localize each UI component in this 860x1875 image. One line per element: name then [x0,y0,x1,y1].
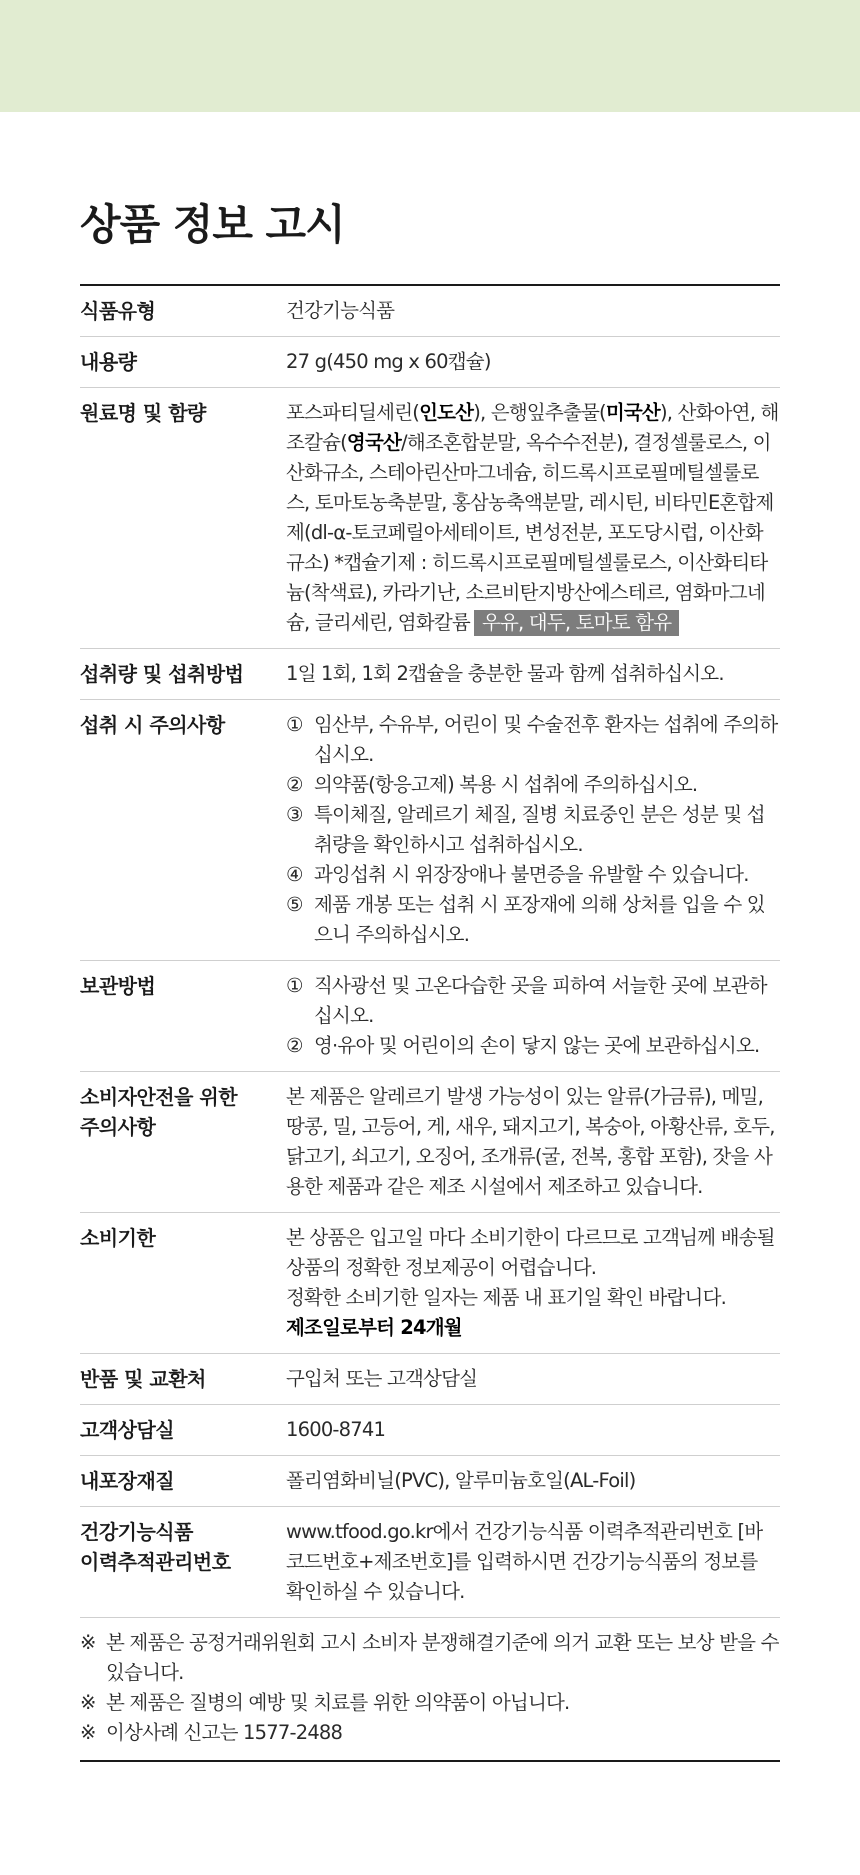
row-label: 식품유형 [80,299,156,323]
intake-caution-list [286,710,780,950]
list-item [286,971,780,1031]
row-value: 27 g(450 mg x 60캡슐) [286,350,491,373]
row-consumer-safety [80,1072,780,1213]
item-number: ③ [286,803,303,826]
note-mark: ※ [80,1631,96,1654]
expiry-value [286,1223,780,1343]
row-value: 1일 1회, 1회 2캡슐을 충분한 물과 함께 섭취하십시오. [286,662,724,685]
note-item [80,1628,780,1688]
row-ingredients [80,388,780,649]
item-number: ④ [286,863,303,886]
row-packaging [80,1456,780,1507]
list-item [286,800,780,860]
ingredients-text: ), 은행잎추출물( [473,401,606,424]
expiry-period: 제조일로부터 24개월 [286,1316,462,1339]
label-line: 이력추적관리번호 [80,1550,231,1574]
row-intake-method [80,649,780,700]
row-customer-center [80,1405,780,1456]
page-title: 상품 정보 고시 [80,200,345,249]
row-intake-caution [80,700,780,961]
storage-list [286,971,780,1061]
note-text: 본 제품은 질병의 예방 및 치료를 위한 의약품이 아닙니다. [106,1691,570,1714]
item-number: ① [286,974,303,997]
row-label: 원료명 및 함량 [80,401,206,425]
item-number: ① [286,713,303,736]
row-label: 내포장재질 [80,1469,175,1493]
item-text: 직사광선 및 고온다습한 곳을 피하여 서늘한 곳에 보관하십시오. [314,974,767,1027]
row-label [80,1517,286,1607]
row-content-amount [80,337,780,388]
allergy-tag: 우유, 대두, 토마토 함유 [474,610,679,636]
row-traceability [80,1507,780,1618]
item-number: ⑤ [286,893,303,916]
label-line: 소비자안전을 위한 [80,1085,238,1109]
top-color-band [0,0,860,112]
row-label: 내용량 [80,350,137,374]
note-item [80,1718,780,1748]
row-expiry [80,1213,780,1354]
item-number: ② [286,773,303,796]
row-label: 섭취량 및 섭취방법 [80,662,244,686]
origin-india: 인도산 [419,401,474,424]
product-info-table [80,284,780,1762]
row-value: www.tfood.go.kr에서 건강기능식품 이력추적관리번호 [바코드번호+제조번호]를 입력하시면 건강기능식품의 정보를 확인하실 수 있습니다. [286,1520,763,1603]
row-value: 구입처 또는 고객상담실 [286,1367,478,1390]
expiry-line: 본 상품은 입고일 마다 소비기한이 다르므로 고객님께 배송될 상품의 정확한 정보제공이 어렵습니다. [286,1226,775,1279]
item-text: 제품 개봉 또는 섭취 시 포장재에 의해 상처를 입을 수 있으니 주의하십시오. [314,893,765,946]
label-line: 주의사항 [80,1115,156,1139]
item-text: 의약품(항응고제) 복용 시 섭취에 주의하십시오. [314,773,698,796]
note-text: 본 제품은 공정거래위원회 고시 소비자 분쟁해결기준에 의거 교환 또는 보상 받을 수 있습니다. [106,1631,779,1684]
origin-uk: 영국산 [346,431,402,454]
row-label: 섭취 시 주의사항 [80,713,225,737]
note-mark: ※ [80,1721,96,1744]
footnotes [80,1618,780,1762]
item-text: 영·유아 및 어린이의 손이 닿지 않는 곳에 보관하십시오. [314,1034,760,1057]
product-info-section [80,200,780,1762]
ingredients-text: ), 산화아연, 해조칼슘( [286,401,779,454]
row-value: 건강기능식품 [286,299,395,322]
item-text: 특이체질, 알레르기 체질, 질병 치료중인 분은 성분 및 섭취량을 확인하시고 섭취하십시오. [314,803,765,856]
list-item [286,860,780,890]
row-label: 반품 및 교환처 [80,1367,206,1391]
row-returns [80,1354,780,1405]
row-value: 폴리염화비닐(PVC), 알루미늄호일(AL-Foil) [286,1469,636,1492]
row-value: 본 제품은 알레르기 발생 가능성이 있는 알류(가금류), 메밀, 땅콩, 밀, 고등어, 게, 새우, 돼지고기, 복숭아, 아황산류, 호두, 닭고기, 쇠고기, 오징어, 조개류(굴, 전복, 홍합 포함), 잣을 사용한 제품과 같은 제조 시설에서 제조하고 있습니다. [286,1085,775,1198]
ingredients-value [286,398,780,638]
row-food-type [80,286,780,337]
row-label: 고객상담실 [80,1418,175,1442]
expiry-line: 정확한 소비기한 일자는 제품 내 표기일 확인 바랍니다. [286,1286,727,1309]
list-item [286,1031,780,1061]
note-mark: ※ [80,1691,96,1714]
origin-usa: 미국산 [605,401,660,424]
row-storage [80,961,780,1072]
phone-number: 1600-8741 [286,1418,386,1441]
ingredients-text: /해조혼합분말, 옥수수전분), 결정셀룰로스, 이산화규소, 스테아린산마그네슘, 히드록시프로필메틸셀룰로스, 토마토농축분말, 홍삼농축액분말, 레시틴, 비타민E혼합제제(dl-α-토코페릴아세테이트, 변성전분, 포도당시럽, 이산화규소) *캡슐기제 : 히드록시프로필메틸셀룰로스, 이산화티타늄(착색료), 카라기난, 소르비탄지방산에스테르, 염화마그네슘, 글리세린, 염화칼륨 [286,431,774,634]
note-text: 이상사례 신고는 1577-2488 [106,1721,343,1744]
list-item [286,710,780,770]
row-label [80,1082,286,1202]
row-label: 보관방법 [80,974,156,998]
item-text: 과잉섭취 시 위장장애나 불면증을 유발할 수 있습니다. [314,863,749,886]
list-item [286,890,780,950]
ingredients-text: 포스파티딜세린( [286,401,420,424]
item-number: ② [286,1034,303,1057]
item-text: 임산부, 수유부, 어린이 및 수술전후 환자는 섭취에 주의하십시오. [314,713,778,766]
row-label: 소비기한 [80,1226,156,1250]
list-item [286,770,780,800]
note-item [80,1688,780,1718]
label-line: 건강기능식품 [80,1520,193,1544]
